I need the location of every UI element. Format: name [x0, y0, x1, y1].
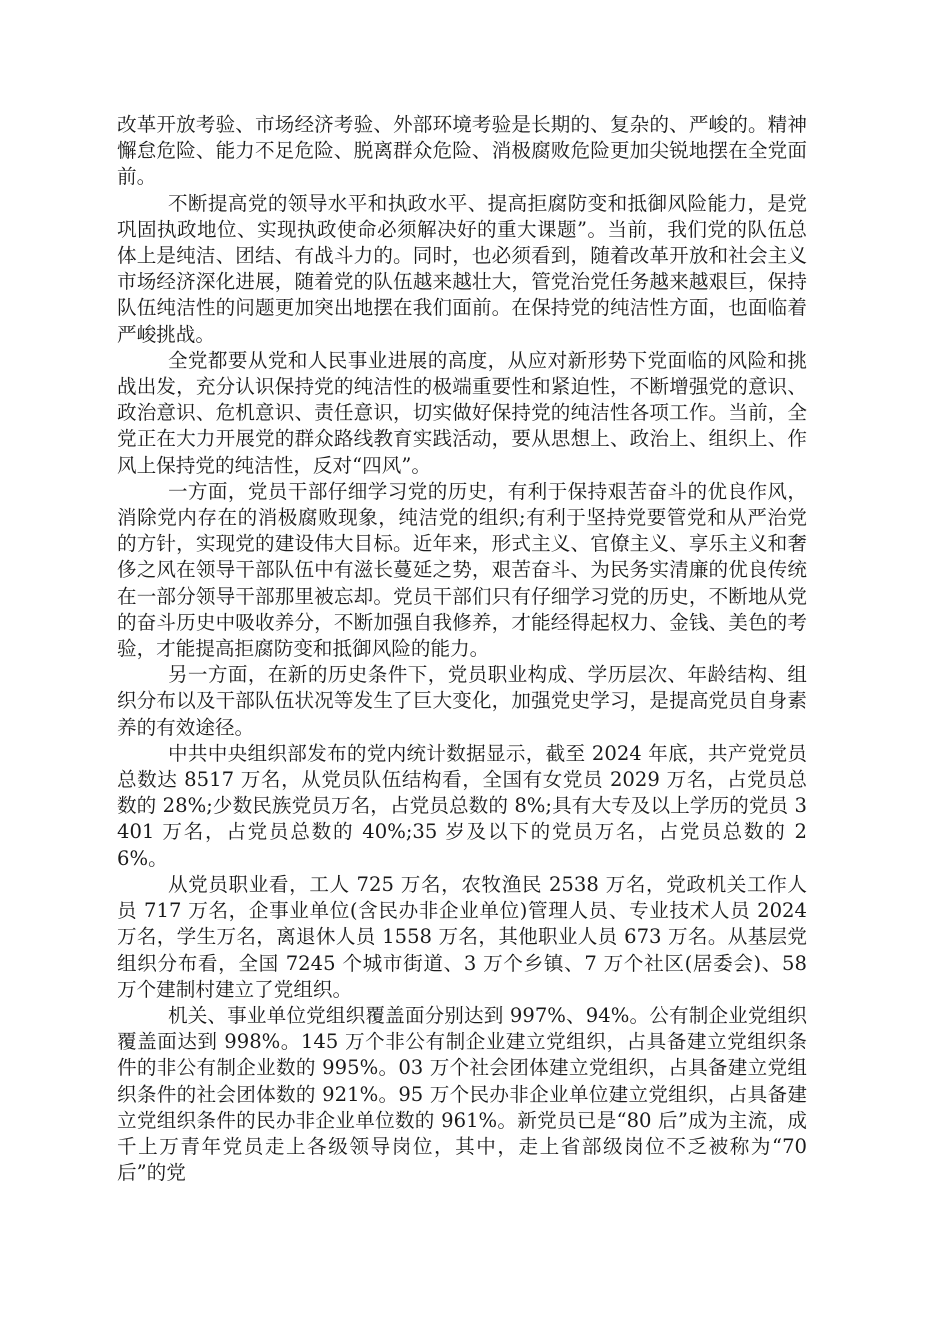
paragraph-1: 改革开放考验、市场经济考验、外部环境考验是长期的、复杂的、严峻的。精神懈怠危险、能力不足危险、脱离群众危险、消极腐败危险更加尖锐地摆在全党面前。 — [117, 113, 807, 189]
paragraph-6: 中共中央组织部发布的党内统计数据显示，截至 2024 年底，共产党党员总数达 8517 万名，从党员队伍结构看，全国有女党员 2029 万名，占党员总数的 28%;少数民族党员万名，占党员总数的 8%;具有大专及以上学历的党员 3401 万名，占党员总数的 40%;35 岁及以下的党员万名，占党员总数的 26%。 — [117, 741, 807, 870]
paragraph-4: 一方面，党员干部仔细学习党的历史，有利于保持艰苦奋斗的优良作风，消除党内存在的消极腐败现象，纯洁党的组织;有利于坚持党要管党和从严治党的方针，实现党的建设伟大目标。近年来，形式主义、官僚主义、享乐主义和奢侈之风在领导干部队伍中有滋长蔓延之势，艰苦奋斗、为民务实清廉的优良传统在一部分领导干部那里被忘却。党员干部们只有仔细学习党的历史，不断地从党的奋斗历史中吸收养分，不断加强自我修养，才能经得起权力、金钱、美色的考验，才能提高拒腐防变和抵御风险的能力。 — [117, 479, 807, 661]
paragraph-2: 不断提高党的领导水平和执政水平、提高拒腐防变和抵御风险能力，是党巩固执政地位、实现执政使命必须解决好的重大课题”。当前，我们党的队伍总体上是纯洁、团结、有战斗力的。同时，也必须看到，随着改革开放和社会主义市场经济深化进展，随着党的队伍越来越壮大，管党治党任务越来越艰巨，保持队伍纯洁性的问题更加突出地摆在我们面前。在保持党的纯洁性方面，也面临着严峻挑战。 — [117, 191, 807, 346]
paragraph-3: 全党都要从党和人民事业进展的高度，从应对新形势下党面临的风险和挑战出发，充分认识保持党的纯洁性的极端重要性和紧迫性，不断增强党的意识、政治意识、危机意识、责任意识，切实做好保持党的纯洁性各项工作。当前，全党正在大力开展党的群众路线教育实践活动，要从思想上、政治上、组织上、作风上保持党的纯洁性，反对“四风”。 — [117, 348, 807, 477]
paragraph-7: 从党员职业看，工人 725 万名，农牧渔民 2538 万名，党政机关工作人员 717 万名，企事业单位(含民办非企业单位)管理人员、专业技术人员 2024 万名，学生万名，离退休人员 1558 万名，其他职业人员 673 万名。从基层党组织分布看，全国 7245 个城市街道、3 万个乡镇、7 万个社区(居委会)、58 万个建制村建立了党组织。 — [117, 872, 807, 1001]
paragraph-8: 机关、事业单位党组织覆盖面分别达到 997%、94%。公有制企业党组织覆盖面达到 998%。145 万个非公有制企业建立党组织，占具备建立党组织条件的非公有制企业数的 995%。03 万个社会团体建立党组织，占具备建立党组织条件的社会团体数的 921%。95 万个民办非企业单位建立党组织，占具备建立党组织条件的民办非企业单位数的 961%。新党员已是“80 后”成为主流，成千上万青年党员走上各级领导岗位，其中，走上省部级岗位不乏被称为“70 后”的党 — [117, 1003, 807, 1185]
document-page — [117, 112, 807, 1186]
paragraph-5: 另一方面，在新的历史条件下，党员职业构成、学历层次、年龄结构、组织分布以及干部队伍状况等发生了巨大变化，加强党史学习，是提高党员自身素养的有效途径。 — [117, 663, 807, 739]
